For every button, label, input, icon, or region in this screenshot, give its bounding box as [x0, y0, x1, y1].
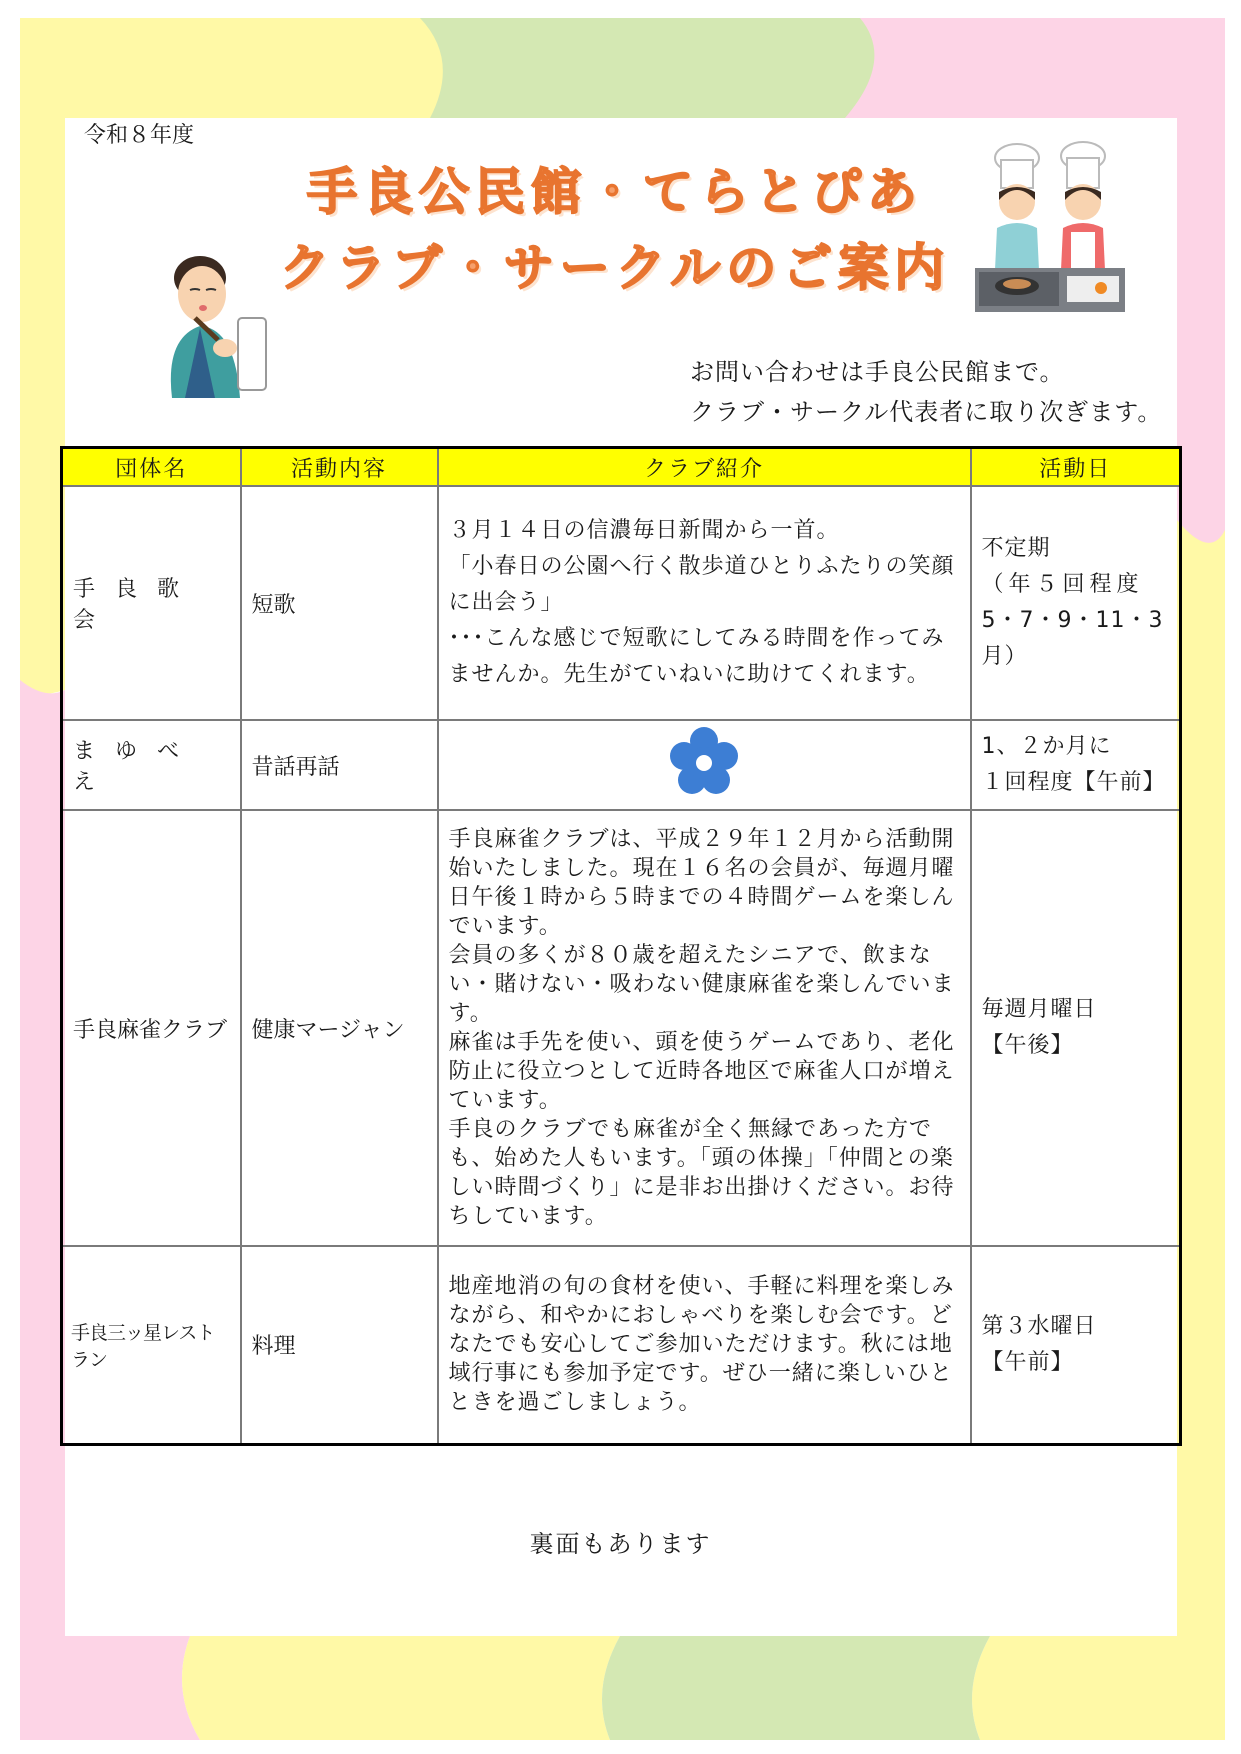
club-intro [438, 720, 971, 810]
intro-paragraph: ３月１４日の信濃毎日新聞から一首。 [448, 518, 840, 543]
header-activity-days: 活動日 [971, 448, 1181, 487]
header-group-name: 団体名 [62, 448, 241, 487]
activity-days [971, 1246, 1181, 1444]
days-line: 毎週月曜日 [981, 997, 1097, 1022]
table-row [62, 486, 1181, 720]
intro-paragraph: 「小春日の公園へ行く散歩道ひとりふたりの笑顔に出会う」 [448, 554, 955, 615]
header-club-intro: クラブ紹介 [438, 448, 971, 487]
contact-line-2: クラブ・サークル代表者に取り次ぎます。 [690, 398, 1163, 426]
group-name: 手良歌会 [62, 486, 241, 720]
intro-paragraph: 手良麻雀クラブは、平成２９年１２月から活動開始いたしました。現在１６名の会員が、毎週月曜日午後１時から５時までの４時間ゲームを楽しんでいます。 [448, 827, 955, 939]
table-header-row [62, 448, 1181, 487]
intro-paragraph: 麻雀は手先を使い、頭を使うゲームであり、老化防止に役立つとして近時各地区で麻雀人口が増えています。 [448, 1030, 955, 1113]
days-line: 5・7・9・11・3月） [981, 608, 1164, 669]
activity-days [971, 720, 1181, 810]
intro-paragraph: 会員の多くが８０歳を超えたシニアで、飲まない・賭けない・吸わない健康麻雀を楽しんでいます。 [448, 943, 955, 1026]
activity: 料理 [241, 1246, 438, 1444]
intro-paragraph: 地産地消の旬の食材を使い、手軽に料理を楽しみながら、和やかにおしゃべりを楽しむ会です。どなたでも安心してご参加いただけます。秋には地域行事にも参加予定です。ぜひ一緒に楽しいひとときを過ごしましょう。 [448, 1274, 955, 1416]
scholar-writing-illustration [160, 248, 275, 400]
intro-paragraph: ･･･こんな感じで短歌にしてみる時間を作ってみませんか。先生がていねいに助けてくれます。 [448, 626, 945, 687]
activity: 健康マージャン [241, 810, 438, 1246]
activity: 昔話再話 [241, 720, 438, 810]
activity-days [971, 486, 1181, 720]
blue-flower-icon [669, 727, 739, 797]
days-line: 不定期 [981, 536, 1051, 561]
table-row [62, 720, 1181, 810]
days-line: 1、２か月に [981, 734, 1112, 759]
clubs-table [60, 446, 1182, 1446]
table-row [62, 1246, 1181, 1444]
title-line-2: クラブ・サークルのご案内 [279, 239, 951, 297]
days-line: （年５回程度 [981, 572, 1144, 597]
days-line: 【午後】 [981, 1033, 1074, 1058]
group-name: 手良麻雀クラブ [62, 810, 241, 1246]
group-name: 手良三ッ星レストラン [62, 1246, 241, 1444]
activity-days [971, 810, 1181, 1246]
days-line: 【午前】 [981, 1349, 1074, 1375]
title-line-1: 手良公民館・てらとぴあ [307, 163, 923, 221]
intro-paragraph: 手良のクラブでも麻雀が全く無縁であった方でも、始めた人もいます。「頭の体操」「仲間との楽しい時間づくり」に是非お出掛けください。お待ちしています。 [448, 1117, 955, 1229]
days-line: 第３水曜日 [981, 1313, 1097, 1339]
days-line: １回程度【午前】 [981, 770, 1166, 795]
header-activity: 活動内容 [241, 448, 438, 487]
contact-info [690, 352, 1162, 432]
club-intro [438, 810, 971, 1246]
fiscal-year: 令和８年度 [84, 123, 195, 148]
group-name: まゆべえ [62, 720, 241, 810]
club-intro [438, 486, 971, 720]
cooking-chefs-illustration [975, 140, 1125, 320]
activity: 短歌 [241, 486, 438, 720]
footer-note: 裏面もあります [529, 1530, 712, 1558]
club-intro [438, 1246, 971, 1444]
table-row [62, 810, 1181, 1246]
contact-line-1: お問い合わせは手良公民館まで。 [690, 358, 1065, 386]
